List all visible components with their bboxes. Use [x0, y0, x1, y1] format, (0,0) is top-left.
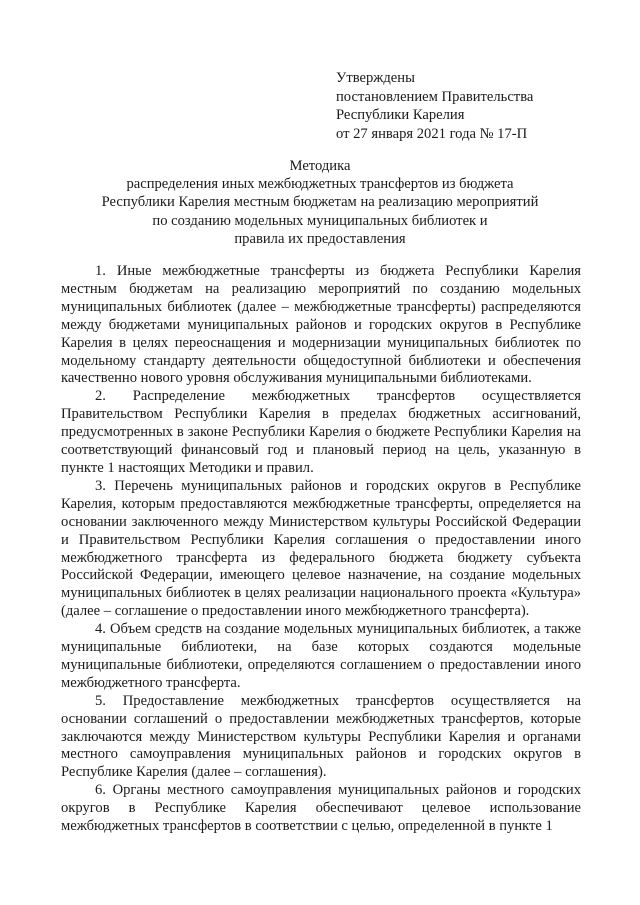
paragraph-2: 2. Распределение межбюджетных трансфертов осуществляется Правительством Республики Карелия в пределах бюджетных ассигнований, предусмотренных в законе Республики Карелия о бюджете Республики Карелия на соответствующий финансовый год и плановый период на цель, указанную в пункте 1 настоящих Методики и правил.	[61, 388, 581, 476]
title-line: правила их предоставления	[234, 230, 406, 247]
approval-line: Утверждены	[336, 70, 415, 86]
title-line: Методика	[289, 158, 351, 174]
document-body	[61, 263, 581, 836]
title-line: по созданию модельных муниципальных библиотек и	[152, 212, 488, 229]
title-line: Республики Карелия местным бюджетам на реализацию мероприятий	[101, 194, 539, 211]
paragraph-4: 4. Объем средств на создание модельных муниципальных библиотек, а также муниципальные библиотеки, на базе которых создаются модельные муниципальные библиотеки, определяются соглашением о предоставлении иного межбюджетного трансферта.	[61, 621, 581, 691]
approval-line: от 27 января 2021 года № 17-П	[336, 125, 528, 142]
paragraph-3: 3. Перечень муниципальных районов и городских округов в Республике Карелия, которым предоставляются межбюджетные трансферты, определяется на основании заключенного между Министерством культуры Российской Федерации и Правительством Республики Карелия соглашения о предоставлении иного межбюджетного трансферта из федерального бюджета бюджету субъекта Российской Федерации, имеющего целевое назначение, на создание модельных муниципальных библиотек в целях реализации национального проекта «Культура» (далее – соглашение о предоставлении иного межбюджетного трансферта).	[61, 477, 581, 620]
approval-line: постановлением Правительства	[336, 88, 534, 105]
title-line: распределения иных межбюджетных трансфертов из бюджета	[126, 176, 514, 193]
paragraph-1: 1. Иные межбюджетные трансферты из бюджета Республики Карелия местным бюджетам на реализацию мероприятий по созданию модельных муниципальных библиотек (далее – межбюджетные трансферты) распределяются между бюджетами муниципальных районов и городских округов в Республике Карелия в целях переоснащения и модернизации муниципальных библиотек по модельному стандарту деятельности общедоступной библиотеки и обеспечения качественно нового уровня обслуживания муниципальными библиотеками.	[61, 263, 581, 387]
paragraph-5: 5. Предоставление межбюджетных трансфертов осуществляется на основании соглашений о предоставлении межбюджетных трансфертов, которые заключаются между Министерством культуры Республики Карелия и органами местного самоуправления муниципальных районов и городских округов в Республике Карелия (далее – соглашения).	[61, 692, 581, 781]
paragraph-6: 6. Органы местного самоуправления муниципальных районов и городских округов в Республике Карелия обеспечивают целевое использование межбюджетных трансфертов в соответствии с целью, определенной в пункте 1	[61, 782, 581, 835]
approval-stamp	[336, 69, 616, 143]
document-title	[60, 157, 580, 248]
approval-line: Республики Карелия	[336, 107, 465, 124]
